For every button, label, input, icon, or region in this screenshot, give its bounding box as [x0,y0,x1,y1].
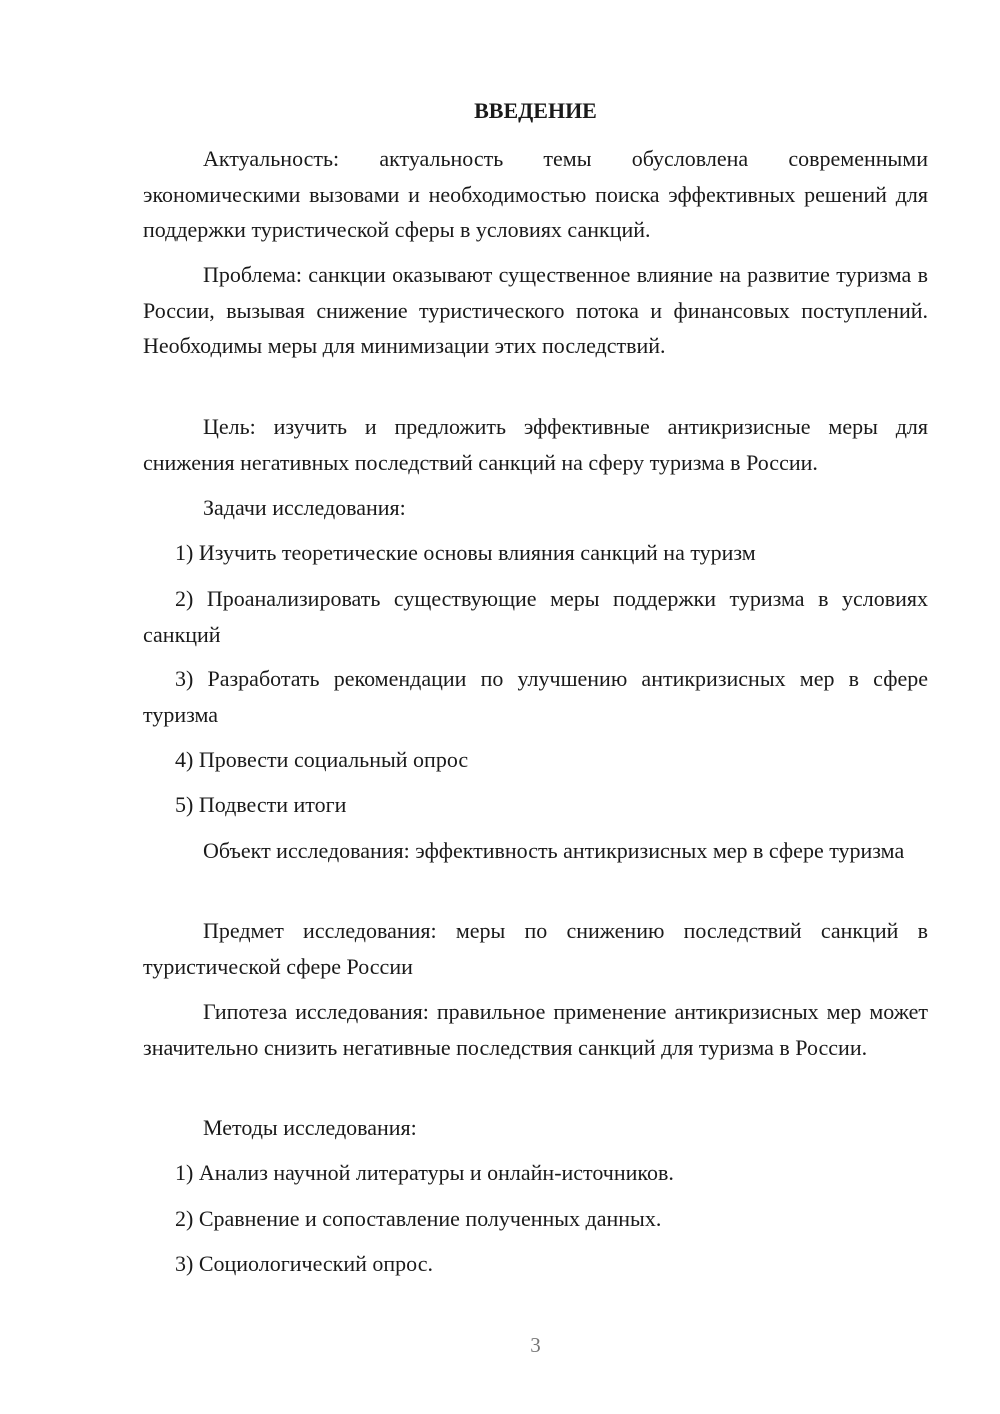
list-item-task-1: 1) Изучить теоретические основы влияния санкций на туризм [175,540,756,565]
paragraph-tasks-heading: Задачи исследования: [203,495,406,520]
paragraph-relevance: Актуальность: актуальность темы обусловлена современными экономическими вызовами и необходимостью поиска эффективных решений для поддержки туристической сферы в условиях санкций. [143,146,928,242]
paragraph-object: Объект исследования: эффективность антикризисных мер в сфере туризма [203,838,905,863]
list-item-task-4: 4) Провести социальный опрос [175,747,469,772]
list-item-method-2: 2) Сравнение и сопоставление полученных данных. [175,1206,662,1231]
list-item-task-3: 3) Разработать рекомендации по улучшению антикризисных мер в сфере туризма [143,666,928,727]
list-item-method-1: 1) Анализ научной литературы и онлайн-источников. [175,1160,674,1185]
paragraph-hypothesis: Гипотеза исследования: правильное применение антикризисных мер может значительно снизить негативные последствия санкций для туризма в России. [143,999,928,1060]
paragraph-subject: Предмет исследования: меры по снижению последствий санкций в туристической сфере России [143,918,928,979]
list-item-method-3: 3) Социологический опрос. [175,1251,433,1276]
page-title: ВВЕДЕНИЕ [474,98,597,123]
list-item-task-5: 5) Подвести итоги [175,792,347,817]
list-item-task-2: 2) Проанализировать существующие меры поддержки туризма в условиях санкций [143,586,928,647]
paragraph-problem: Проблема: санкции оказывают существенное влияние на развитие туризма в России, вызывая снижение туристического потока и финансовых поступлений. Необходимы меры для минимизации этих последствий. [143,262,928,358]
paragraph-methods-heading: Методы исследования: [203,1115,417,1140]
paragraph-goal: Цель: изучить и предложить эффективные антикризисные меры для снижения негативных последствий санкций на сферу туризма в России. [143,414,928,475]
page-number: 3 [530,1333,541,1357]
